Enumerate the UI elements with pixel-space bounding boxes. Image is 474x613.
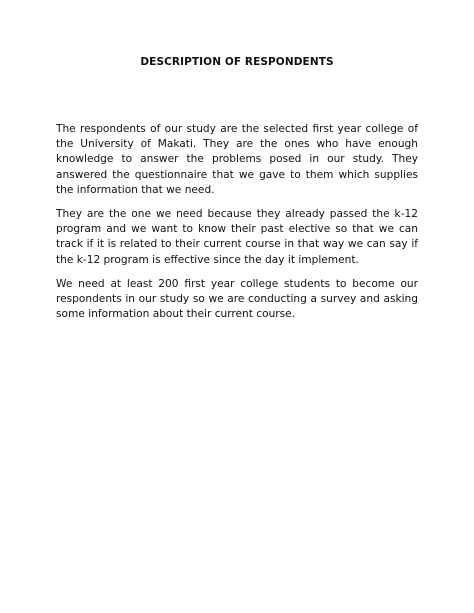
paragraph-sample-size: We need at least 200 first year college students to become our respondents in our study so we are conducting a survey and asking some information about their current course. [56, 277, 418, 321]
document-title: DESCRIPTION OF RESPONDENTS [140, 56, 334, 68]
paragraph-respondents: The respondents of our study are the selected first year college of the University of Makati. They are the ones who have enough knowledge to answer the problems posed in our study. They answered the questionnaire that we gave to them which supplies the information that we need. [56, 123, 418, 196]
document-body [56, 122, 418, 331]
paragraph-reason: They are the one we need because they already passed the k-12 program and we want to know their past elective so that we can track if it is related to their current course in that way we can say if the k-12 program is effective since the day it implement. [56, 208, 418, 266]
